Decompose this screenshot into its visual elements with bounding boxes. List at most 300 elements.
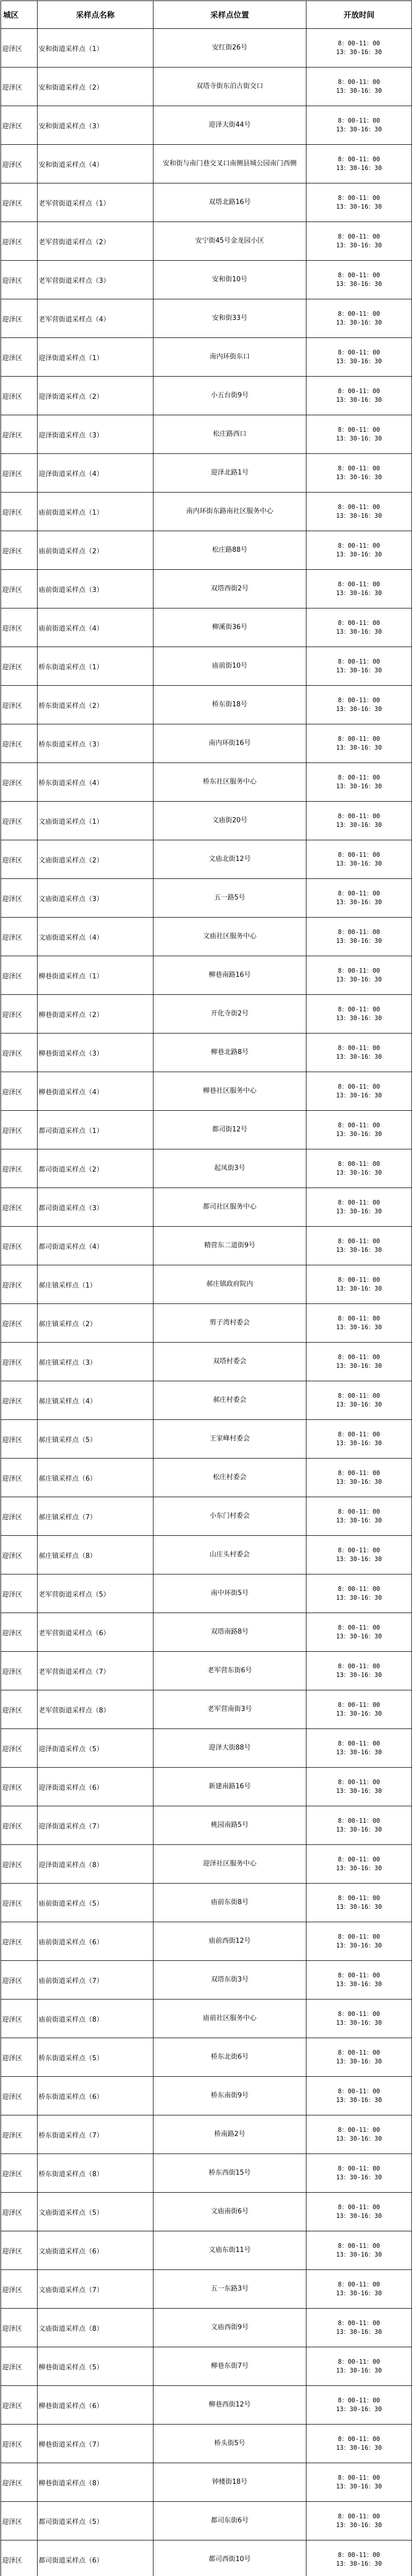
morning-hours: 8：00-11：00: [338, 349, 380, 356]
table-row: [1, 2309, 412, 2347]
afternoon-hours: 13：30-16：30: [336, 551, 382, 558]
open-hours-cell: [306, 918, 412, 956]
site-name-cell: 庙前街道采样点（5）: [38, 1884, 153, 1922]
site-location-cell: 文庙北街12号: [153, 840, 306, 879]
afternoon-hours: 13：30-16：30: [336, 2058, 382, 2065]
site-name-cell: 都司街道采样点（5）: [38, 2502, 153, 2540]
afternoon-hours: 13：30-16：30: [336, 628, 382, 635]
table-row: [1, 995, 412, 1033]
open-hours-cell: [306, 2540, 412, 2576]
morning-hours: 8：00-11：00: [338, 1276, 380, 1283]
site-location-cell: 双塔村委会: [153, 1343, 306, 1381]
morning-hours: 8：00-11：00: [338, 1624, 380, 1631]
district-cell: 迎泽区: [1, 2309, 38, 2347]
district-cell: 迎泽区: [1, 1729, 38, 1768]
table-row: [1, 338, 412, 377]
morning-hours: 8：00-11：00: [338, 2049, 380, 2056]
morning-hours: 8：00-11：00: [338, 426, 380, 433]
morning-hours: 8：00-11：00: [338, 1972, 380, 1979]
morning-hours: 8：00-11：00: [338, 1238, 380, 1245]
table-row: [1, 1845, 412, 1884]
open-hours-cell: [306, 1961, 412, 1999]
open-hours-cell: [306, 2425, 412, 2463]
open-hours-cell: [306, 2502, 412, 2540]
site-name-cell: 迎泽街道采样点（4）: [38, 454, 153, 493]
open-hours-cell: [306, 454, 412, 493]
morning-hours: 8：00-11：00: [338, 1740, 380, 1747]
table-row: [1, 1343, 412, 1381]
table-row: [1, 1497, 412, 1536]
open-hours-cell: [306, 995, 412, 1033]
afternoon-hours: 13：30-16：30: [336, 860, 382, 867]
district-cell: 迎泽区: [1, 840, 38, 879]
morning-hours: 8：00-11：00: [338, 1006, 380, 1013]
open-hours-cell: [306, 1690, 412, 1729]
afternoon-hours: 13：30-16：30: [336, 2328, 382, 2335]
site-location-cell: 都司社区服务中心: [153, 1188, 306, 1227]
site-location-cell: 五一路5号: [153, 879, 306, 918]
table-row: [1, 1574, 412, 1613]
district-cell: 迎泽区: [1, 2038, 38, 2077]
open-hours-cell: [306, 1188, 412, 1227]
table-row: [1, 1265, 412, 1304]
morning-hours: 8：00-11：00: [338, 1817, 380, 1824]
table-row: [1, 763, 412, 802]
table-row: [1, 724, 412, 763]
afternoon-hours: 13：30-16：30: [336, 1517, 382, 1524]
afternoon-hours: 13：30-16：30: [336, 280, 382, 287]
district-cell: 迎泽区: [1, 1227, 38, 1265]
site-name-cell: 郝庄镇采样点（8）: [38, 1536, 153, 1574]
district-cell: 迎泽区: [1, 2347, 38, 2386]
site-location-cell: 桥头街5号: [153, 2425, 306, 2463]
site-location-cell: 钟楼街18号: [153, 2463, 306, 2502]
afternoon-hours: 13：30-16：30: [336, 1903, 382, 1910]
afternoon-hours: 13：30-16：30: [336, 1285, 382, 1292]
site-name-cell: 桥东街道采样点（1）: [38, 647, 153, 686]
district-cell: 迎泽区: [1, 106, 38, 145]
table-row: [1, 1111, 412, 1149]
open-hours-cell: [306, 1999, 412, 2038]
district-cell: 迎泽区: [1, 415, 38, 454]
site-location-cell: 庙前社区服务中心: [153, 1999, 306, 2038]
open-hours-cell: [306, 493, 412, 531]
morning-hours: 8：00-11：00: [338, 156, 380, 163]
afternoon-hours: 13：30-16：30: [336, 1478, 382, 1485]
afternoon-hours: 13：30-16：30: [336, 358, 382, 365]
site-location-cell: 南内环街东口: [153, 338, 306, 377]
open-hours-cell: [306, 1497, 412, 1536]
table-row: [1, 299, 412, 338]
site-name-cell: 都司街道采样点（2）: [38, 1149, 153, 1188]
open-hours-cell: [306, 956, 412, 995]
site-name-cell: 老军营街道采样点（2）: [38, 222, 153, 261]
afternoon-hours: 13：30-16：30: [336, 1594, 382, 1601]
site-name-cell: 老军营街道采样点（4）: [38, 299, 153, 338]
site-name-cell: 柳巷街道采样点（4）: [38, 1072, 153, 1111]
table-row: [1, 1149, 412, 1188]
site-location-cell: 南内环街16号: [153, 724, 306, 763]
site-name-cell: 都司街道采样点（4）: [38, 1227, 153, 1265]
open-hours-cell: [306, 1459, 412, 1497]
afternoon-hours: 13：30-16：30: [336, 937, 382, 944]
afternoon-hours: 13：30-16：30: [336, 1980, 382, 1988]
site-location-cell: 山庄头村委会: [153, 1536, 306, 1574]
district-cell: 迎泽区: [1, 1845, 38, 1884]
afternoon-hours: 13：30-16：30: [336, 1208, 382, 1215]
table-row: [1, 918, 412, 956]
morning-hours: 8：00-11：00: [338, 2204, 380, 2211]
site-name-cell: 文庙街道采样点（7）: [38, 2270, 153, 2309]
afternoon-hours: 13：30-16：30: [336, 512, 382, 519]
site-location-cell: 安和街10号: [153, 261, 306, 299]
site-name-cell: 迎泽街道采样点（1）: [38, 338, 153, 377]
site-location-cell: 新建南路16号: [153, 1768, 306, 1806]
site-name-cell: 柳巷街道采样点（7）: [38, 2425, 153, 2463]
district-cell: 迎泽区: [1, 1304, 38, 1343]
morning-hours: 8：00-11：00: [338, 2513, 380, 2520]
morning-hours: 8：00-11：00: [338, 2281, 380, 2288]
table-row: [1, 686, 412, 724]
morning-hours: 8：00-11：00: [338, 1353, 380, 1361]
morning-hours: 8：00-11：00: [338, 2319, 380, 2327]
morning-hours: 8：00-11：00: [338, 1508, 380, 1515]
open-hours-cell: [306, 29, 412, 67]
site-name-cell: 郝庄镇采样点（1）: [38, 1265, 153, 1304]
morning-hours: 8：00-11：00: [338, 928, 380, 936]
site-location-cell: 小东门村委会: [153, 1497, 306, 1536]
morning-hours: 8：00-11：00: [338, 2358, 380, 2365]
site-name-cell: 文庙街道采样点（8）: [38, 2309, 153, 2347]
table-row: [1, 2154, 412, 2193]
site-location-cell: 桥东北街6号: [153, 2038, 306, 2077]
site-name-cell: 柳巷街道采样点（2）: [38, 995, 153, 1033]
site-location-cell: 柳溪街36号: [153, 608, 306, 647]
afternoon-hours: 13：30-16：30: [336, 1324, 382, 1331]
open-hours-cell: [306, 724, 412, 763]
table-row: [1, 106, 412, 145]
site-location-cell: 郝庄镇政府院内: [153, 1265, 306, 1304]
district-cell: 迎泽区: [1, 1806, 38, 1845]
table-row: [1, 2386, 412, 2425]
open-hours-cell: [306, 2038, 412, 2077]
morning-hours: 8：00-11：00: [338, 1701, 380, 1708]
open-hours-cell: [306, 1536, 412, 1574]
district-cell: 迎泽区: [1, 918, 38, 956]
morning-hours: 8：00-11：00: [338, 465, 380, 472]
table-row: [1, 2502, 412, 2540]
morning-hours: 8：00-11：00: [338, 812, 380, 820]
morning-hours: 8：00-11：00: [338, 1431, 380, 1438]
site-location-cell: 桥东社区服务中心: [153, 763, 306, 802]
table-row: [1, 2193, 412, 2231]
district-cell: 迎泽区: [1, 1497, 38, 1536]
district-cell: 迎泽区: [1, 1961, 38, 1999]
site-location-cell: 开化寺街2号: [153, 995, 306, 1033]
site-location-cell: 双塔南路8号: [153, 1613, 306, 1652]
table-row: [1, 1922, 412, 1961]
district-cell: 迎泽区: [1, 2425, 38, 2463]
site-name-cell: 郝庄镇采样点（2）: [38, 1304, 153, 1343]
district-cell: 迎泽区: [1, 183, 38, 222]
open-hours-cell: [306, 106, 412, 145]
district-cell: 迎泽区: [1, 1536, 38, 1574]
table-row: [1, 647, 412, 686]
afternoon-hours: 13：30-16：30: [336, 1092, 382, 1099]
site-name-cell: 文庙街道采样点（5）: [38, 2193, 153, 2231]
open-hours-cell: [306, 1265, 412, 1304]
district-cell: 迎泽区: [1, 1420, 38, 1459]
site-location-cell: 安和街与南门巷交叉口南侧县城公园南门西侧: [153, 145, 306, 183]
afternoon-hours: 13：30-16：30: [336, 1169, 382, 1176]
site-name-cell: 柳巷街道采样点（6）: [38, 2386, 153, 2425]
afternoon-hours: 13：30-16：30: [336, 2096, 382, 2104]
site-name-cell: 都司街道采样点（6）: [38, 2540, 153, 2576]
open-hours-cell: [306, 1227, 412, 1265]
site-name-cell: 庙前街道采样点（1）: [38, 493, 153, 531]
site-location-cell: 松庄路88号: [153, 531, 306, 570]
site-location-cell: 南中环街5号: [153, 1574, 306, 1613]
morning-hours: 8：00-11：00: [338, 2242, 380, 2249]
afternoon-hours: 13：30-16：30: [336, 473, 382, 481]
table-row: [1, 1690, 412, 1729]
morning-hours: 8：00-11：00: [338, 194, 380, 201]
open-hours-cell: [306, 2463, 412, 2502]
table-row: [1, 2270, 412, 2309]
district-cell: 迎泽区: [1, 1613, 38, 1652]
afternoon-hours: 13：30-16：30: [336, 2290, 382, 2297]
site-location-cell: 剪子湾村委会: [153, 1304, 306, 1343]
morning-hours: 8：00-11：00: [338, 117, 380, 124]
site-name-cell: 柳巷街道采样点（1）: [38, 956, 153, 995]
site-name-cell: 安和街道采样点（2）: [38, 67, 153, 106]
sampling-sites-table: [1, 1, 412, 2576]
table-row: [1, 608, 412, 647]
open-hours-cell: [306, 570, 412, 608]
site-location-cell: 南内环街东路南社区服务中心: [153, 493, 306, 531]
site-name-cell: 郝庄镇采样点（5）: [38, 1420, 153, 1459]
open-hours-cell: [306, 222, 412, 261]
header-row: [1, 1, 412, 29]
open-hours-cell: [306, 2386, 412, 2425]
morning-hours: 8：00-11：00: [338, 1894, 380, 1902]
morning-hours: 8：00-11：00: [338, 2088, 380, 2095]
district-cell: 迎泽区: [1, 1690, 38, 1729]
open-hours-cell: [306, 183, 412, 222]
site-location-cell: 柳巷南路16号: [153, 956, 306, 995]
morning-hours: 8：00-11：00: [338, 2126, 380, 2133]
site-name-cell: 迎泽街道采样点（8）: [38, 1845, 153, 1884]
open-hours-cell: [306, 608, 412, 647]
district-cell: 迎泽区: [1, 1999, 38, 2038]
site-location-cell: 庙前街10号: [153, 647, 306, 686]
district-cell: 迎泽区: [1, 1149, 38, 1188]
district-cell: 迎泽区: [1, 67, 38, 106]
site-location-cell: 桥南路2号: [153, 2115, 306, 2154]
open-hours-cell: [306, 377, 412, 415]
afternoon-hours: 13：30-16：30: [336, 2521, 382, 2529]
table-row: [1, 879, 412, 918]
district-cell: 迎泽区: [1, 2077, 38, 2115]
site-name-cell: 文庙街道采样点（2）: [38, 840, 153, 879]
open-hours-cell: [306, 647, 412, 686]
afternoon-hours: 13：30-16：30: [336, 589, 382, 597]
site-name-cell: 迎泽街道采样点（2）: [38, 377, 153, 415]
morning-hours: 8：00-11：00: [338, 1469, 380, 1477]
district-cell: 迎泽区: [1, 338, 38, 377]
open-hours-cell: [306, 415, 412, 454]
morning-hours: 8：00-11：00: [338, 697, 380, 704]
district-cell: 迎泽区: [1, 1381, 38, 1420]
afternoon-hours: 13：30-16：30: [336, 435, 382, 442]
open-hours-cell: [306, 2115, 412, 2154]
table-row: [1, 2231, 412, 2270]
open-hours-cell: [306, 2347, 412, 2386]
open-hours-cell: [306, 1613, 412, 1652]
site-location-cell: 桃园南路5号: [153, 1806, 306, 1845]
open-hours-cell: [306, 802, 412, 840]
morning-hours: 8：00-11：00: [338, 1122, 380, 1129]
open-hours-cell: [306, 840, 412, 879]
site-name-cell: 庙前街道采样点（3）: [38, 570, 153, 608]
open-hours-cell: [306, 2077, 412, 2115]
table-row: [1, 1536, 412, 1574]
morning-hours: 8：00-11：00: [338, 1199, 380, 1206]
afternoon-hours: 13：30-16：30: [336, 1014, 382, 1022]
site-name-cell: 文庙街道采样点（6）: [38, 2231, 153, 2270]
site-location-cell: 文庙社区服务中心: [153, 918, 306, 956]
afternoon-hours: 13：30-16：30: [336, 2174, 382, 2181]
site-location-cell: 庙前东街8号: [153, 1884, 306, 1922]
table-row: [1, 2038, 412, 2077]
district-cell: 迎泽区: [1, 29, 38, 67]
table-row: [1, 2347, 412, 2386]
site-location-cell: 安宁街45号金龙园小区: [153, 222, 306, 261]
morning-hours: 8：00-11：00: [338, 387, 380, 395]
district-cell: 迎泽区: [1, 1922, 38, 1961]
district-cell: 迎泽区: [1, 1111, 38, 1149]
morning-hours: 8：00-11：00: [338, 619, 380, 626]
site-location-cell: 文庙东街11号: [153, 2231, 306, 2270]
site-location-cell: 郝庄村委会: [153, 1381, 306, 1420]
site-name-cell: 老军营街道采样点（6）: [38, 1613, 153, 1652]
table-row: [1, 2077, 412, 2115]
site-location-cell: 五一东路3号: [153, 2270, 306, 2309]
site-name-cell: 安和街道采样点（1）: [38, 29, 153, 67]
district-cell: 迎泽区: [1, 2231, 38, 2270]
district-cell: 迎泽区: [1, 1033, 38, 1072]
site-location-cell: 都司街12号: [153, 1111, 306, 1149]
site-name-cell: 文庙街道采样点（4）: [38, 918, 153, 956]
district-cell: 迎泽区: [1, 995, 38, 1033]
morning-hours: 8：00-11：00: [338, 581, 380, 588]
site-location-cell: 松庄路西口: [153, 415, 306, 454]
morning-hours: 8：00-11：00: [338, 40, 380, 47]
district-cell: 迎泽区: [1, 2154, 38, 2193]
district-cell: 迎泽区: [1, 724, 38, 763]
district-cell: 迎泽区: [1, 1574, 38, 1613]
table-row: [1, 531, 412, 570]
header-open-hours: 开放时间: [306, 1, 412, 29]
table-row: [1, 1729, 412, 1768]
open-hours-cell: [306, 261, 412, 299]
district-cell: 迎泽区: [1, 956, 38, 995]
table-row: [1, 222, 412, 261]
afternoon-hours: 13：30-16：30: [336, 899, 382, 906]
morning-hours: 8：00-11：00: [338, 1933, 380, 1940]
table-row: [1, 261, 412, 299]
district-cell: 迎泽区: [1, 454, 38, 493]
header-site-location: 采样点位置: [153, 1, 306, 29]
table-row: [1, 1072, 412, 1111]
table-row: [1, 2540, 412, 2576]
district-cell: 迎泽区: [1, 1768, 38, 1806]
district-cell: 迎泽区: [1, 222, 38, 261]
site-name-cell: 文庙街道采样点（1）: [38, 802, 153, 840]
district-cell: 迎泽区: [1, 377, 38, 415]
open-hours-cell: [306, 1381, 412, 1420]
site-location-cell: 文庙南街6号: [153, 2193, 306, 2231]
site-name-cell: 老军营街道采样点（3）: [38, 261, 153, 299]
open-hours-cell: [306, 1884, 412, 1922]
afternoon-hours: 13：30-16：30: [336, 203, 382, 210]
open-hours-cell: [306, 531, 412, 570]
table-row: [1, 145, 412, 183]
district-cell: 迎泽区: [1, 608, 38, 647]
site-name-cell: 桥东街道采样点（4）: [38, 763, 153, 802]
morning-hours: 8：00-11：00: [338, 890, 380, 897]
morning-hours: 8：00-11：00: [338, 1585, 380, 1592]
site-location-cell: 文庙西街9号: [153, 2309, 306, 2347]
afternoon-hours: 13：30-16：30: [336, 1130, 382, 1138]
site-location-cell: 柳巷西街12号: [153, 2386, 306, 2425]
table-row: [1, 1884, 412, 1922]
site-location-cell: 精营东二道街9号: [153, 1227, 306, 1265]
site-location-cell: 双塔北路16号: [153, 183, 306, 222]
site-name-cell: 柳巷街道采样点（3）: [38, 1033, 153, 1072]
morning-hours: 8：00-11：00: [338, 1547, 380, 1554]
table-row: [1, 1613, 412, 1652]
table-row: [1, 1304, 412, 1343]
morning-hours: 8：00-11：00: [338, 1778, 380, 1786]
afternoon-hours: 13：30-16：30: [336, 396, 382, 403]
header-district: 城区: [1, 1, 38, 29]
morning-hours: 8：00-11：00: [338, 735, 380, 742]
morning-hours: 8：00-11：00: [338, 233, 380, 240]
table-row: [1, 1806, 412, 1845]
open-hours-cell: [306, 2231, 412, 2270]
site-name-cell: 庙前街道采样点（7）: [38, 1961, 153, 1999]
site-location-cell: 迎泽大街44号: [153, 106, 306, 145]
table-row: [1, 2463, 412, 2502]
site-name-cell: 迎泽街道采样点（5）: [38, 1729, 153, 1768]
site-location-cell: 双塔西街2号: [153, 570, 306, 608]
site-name-cell: 郝庄镇采样点（4）: [38, 1381, 153, 1420]
district-cell: 迎泽区: [1, 686, 38, 724]
site-location-cell: 柳巷北路8号: [153, 1033, 306, 1072]
site-name-cell: 柳巷街道采样点（8）: [38, 2463, 153, 2502]
afternoon-hours: 13：30-16：30: [336, 1942, 382, 1949]
open-hours-cell: [306, 338, 412, 377]
table-row: [1, 2115, 412, 2154]
morning-hours: 8：00-11：00: [338, 2397, 380, 2404]
site-name-cell: 迎泽街道采样点（6）: [38, 1768, 153, 1806]
site-name-cell: 桥东街道采样点（3）: [38, 724, 153, 763]
afternoon-hours: 13：30-16：30: [336, 1865, 382, 1872]
district-cell: 迎泽区: [1, 1265, 38, 1304]
afternoon-hours: 13：30-16：30: [336, 2251, 382, 2258]
table-row: [1, 454, 412, 493]
